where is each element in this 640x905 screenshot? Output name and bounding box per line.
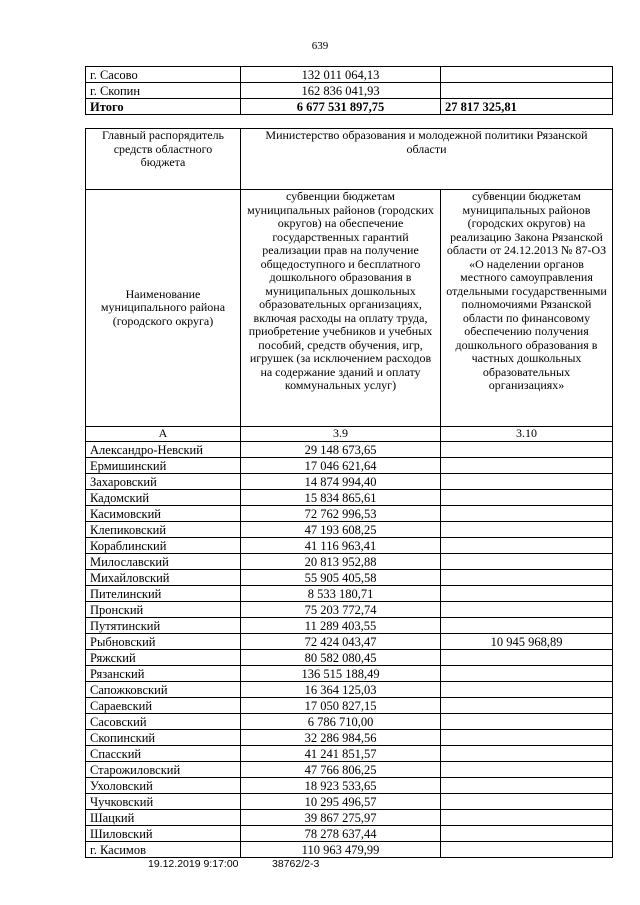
value-3-9: 136 515 188,49 [241,666,441,682]
value-3-10 [441,650,613,666]
value-3-9: 17 050 827,15 [241,698,441,714]
table-row [86,634,613,650]
name-column-label: Наименование муниципального района (городского округа) [86,190,241,427]
table-row [86,458,613,474]
district-name: Чучковский [86,794,241,810]
summary-row-name: Итого [86,99,241,115]
value-3-10: 10 945 968,89 [441,634,613,650]
table-row [86,650,613,666]
value-3-9: 41 116 963,41 [241,538,441,554]
summary-row-value [441,83,613,99]
value-3-9: 17 046 621,64 [241,458,441,474]
footer-datetime: 19.12.2019 9:17:00 [148,858,239,870]
district-name: Кадомский [86,490,241,506]
district-name: Сараевский [86,698,241,714]
table-row [86,746,613,762]
column-3-9-description: субвенции бюджетам муниципальных районов (городских округов) на обеспечение государственных гарантий реализации прав на получение общедоступного и бесплатного дошкольного образования в муниципальных дошкольных образовательных организациях, включая расходы на оплату труда, приобретение учебников и учебных пособий, средств обучения, игр, игрушек (за исключением расходов на содержание зданий и оплату коммунальных услуг) [241,190,441,427]
district-name: Рыбновский [86,634,241,650]
header-row-codes [86,427,613,442]
table-row [86,666,613,682]
summary-row-value: 27 817 325,81 [441,99,613,115]
value-3-9: 20 813 952,88 [241,554,441,570]
table-row [86,506,613,522]
page-number: 639 [311,40,329,52]
value-3-9: 6 786 710,00 [241,714,441,730]
value-3-9: 10 295 496,57 [241,794,441,810]
district-name: Шацкий [86,810,241,826]
summary-row-name: г. Скопин [86,83,241,99]
district-name: Александро-Невский [86,442,241,458]
top-summary-table [85,66,613,115]
value-3-10 [441,714,613,730]
table-row [86,778,613,794]
value-3-9: 8 533 180,71 [241,586,441,602]
table-row [86,442,613,458]
district-name: Ермишинский [86,458,241,474]
chief-manager-label: Главный распорядитель средств областного бюджета [86,129,241,190]
value-3-10 [441,490,613,506]
table-row [86,570,613,586]
header-row-descriptions [86,190,613,427]
table-row [86,826,613,842]
value-3-9: 14 874 994,40 [241,474,441,490]
summary-row-value: 132 011 064,13 [241,67,441,83]
value-3-10 [441,458,613,474]
value-3-9: 47 193 608,25 [241,522,441,538]
district-name: Касимовский [86,506,241,522]
code-a: А [86,427,241,442]
code-3-10: 3.10 [441,427,613,442]
value-3-9: 55 905 405,58 [241,570,441,586]
value-3-10 [441,554,613,570]
district-name: Сапожковский [86,682,241,698]
district-name: г. Касимов [86,842,241,858]
table-row [86,698,613,714]
main-allocation-body [86,129,613,858]
table-row [86,554,613,570]
header-row-manager [86,129,613,190]
value-3-9: 18 923 533,65 [241,778,441,794]
value-3-10 [441,442,613,458]
value-3-9: 15 834 865,61 [241,490,441,506]
value-3-10 [441,762,613,778]
district-name: Клепиковский [86,522,241,538]
table-row [86,522,613,538]
table-row [86,682,613,698]
value-3-9: 29 148 673,65 [241,442,441,458]
district-name: Захаровский [86,474,241,490]
code-3-9: 3.9 [241,427,441,442]
table-row [86,586,613,602]
district-name: Пронский [86,602,241,618]
summary-row-value: 6 677 531 897,75 [241,99,441,115]
column-3-10-description: субвенции бюджетам муниципальных районов (городских округов) на реализацию Закона Рязанской области от 24.12.2013 № 87-ОЗ «О наделении органов местного самоуправления отдельными государственными полномочиями Рязанской области по финансовому обеспечению получения дошкольного образования в частных дошкольных образовательных организациях» [441,190,613,427]
value-3-10 [441,666,613,682]
value-3-10 [441,586,613,602]
table-row [86,618,613,634]
table-row [86,602,613,618]
district-name: Сасовский [86,714,241,730]
value-3-10 [441,794,613,810]
value-3-10 [441,618,613,634]
value-3-10 [441,570,613,586]
main-allocation-table [85,128,613,858]
summary-row-value: 162 836 041,93 [241,83,441,99]
value-3-10 [441,538,613,554]
summary-row [86,67,613,83]
value-3-9: 72 424 043,47 [241,634,441,650]
table-row [86,538,613,554]
value-3-9: 39 867 275,97 [241,810,441,826]
district-name: Путятинский [86,618,241,634]
table-row [86,842,613,858]
value-3-9: 75 203 772,74 [241,602,441,618]
value-3-10 [441,522,613,538]
district-name: Милославский [86,554,241,570]
summary-row [86,83,613,99]
value-3-9: 80 582 080,45 [241,650,441,666]
value-3-9: 110 963 479,99 [241,842,441,858]
value-3-10 [441,474,613,490]
summary-row [86,99,613,115]
value-3-9: 41 241 851,57 [241,746,441,762]
table-row [86,794,613,810]
district-name: Скопинский [86,730,241,746]
value-3-9: 16 364 125,03 [241,682,441,698]
district-name: Старожиловский [86,762,241,778]
value-3-10 [441,506,613,522]
ministry-name: Министерство образования и молодежной политики Рязанской области [241,129,613,190]
value-3-10 [441,730,613,746]
value-3-9: 11 289 403,55 [241,618,441,634]
district-name: Ухоловский [86,778,241,794]
value-3-10 [441,682,613,698]
district-name: Спасский [86,746,241,762]
summary-row-value [441,67,613,83]
value-3-9: 47 766 806,25 [241,762,441,778]
district-name: Рязанский [86,666,241,682]
value-3-10 [441,778,613,794]
table-row [86,714,613,730]
footer-doc-code: 38762/2-3 [272,858,320,870]
value-3-9: 72 762 996,53 [241,506,441,522]
table-row [86,490,613,506]
table-row [86,474,613,490]
district-name: Шиловский [86,826,241,842]
district-name: Пителинский [86,586,241,602]
value-3-10 [441,602,613,618]
district-name: Кораблинский [86,538,241,554]
value-3-10 [441,810,613,826]
district-name: Михайловский [86,570,241,586]
table-row [86,730,613,746]
summary-row-name: г. Сасово [86,67,241,83]
value-3-9: 78 278 637,44 [241,826,441,842]
table-row [86,810,613,826]
value-3-9: 32 286 984,56 [241,730,441,746]
district-name: Ряжский [86,650,241,666]
value-3-10 [441,698,613,714]
value-3-10 [441,746,613,762]
value-3-10 [441,826,613,842]
table-row [86,762,613,778]
top-summary-body [86,67,613,115]
value-3-10 [441,842,613,858]
